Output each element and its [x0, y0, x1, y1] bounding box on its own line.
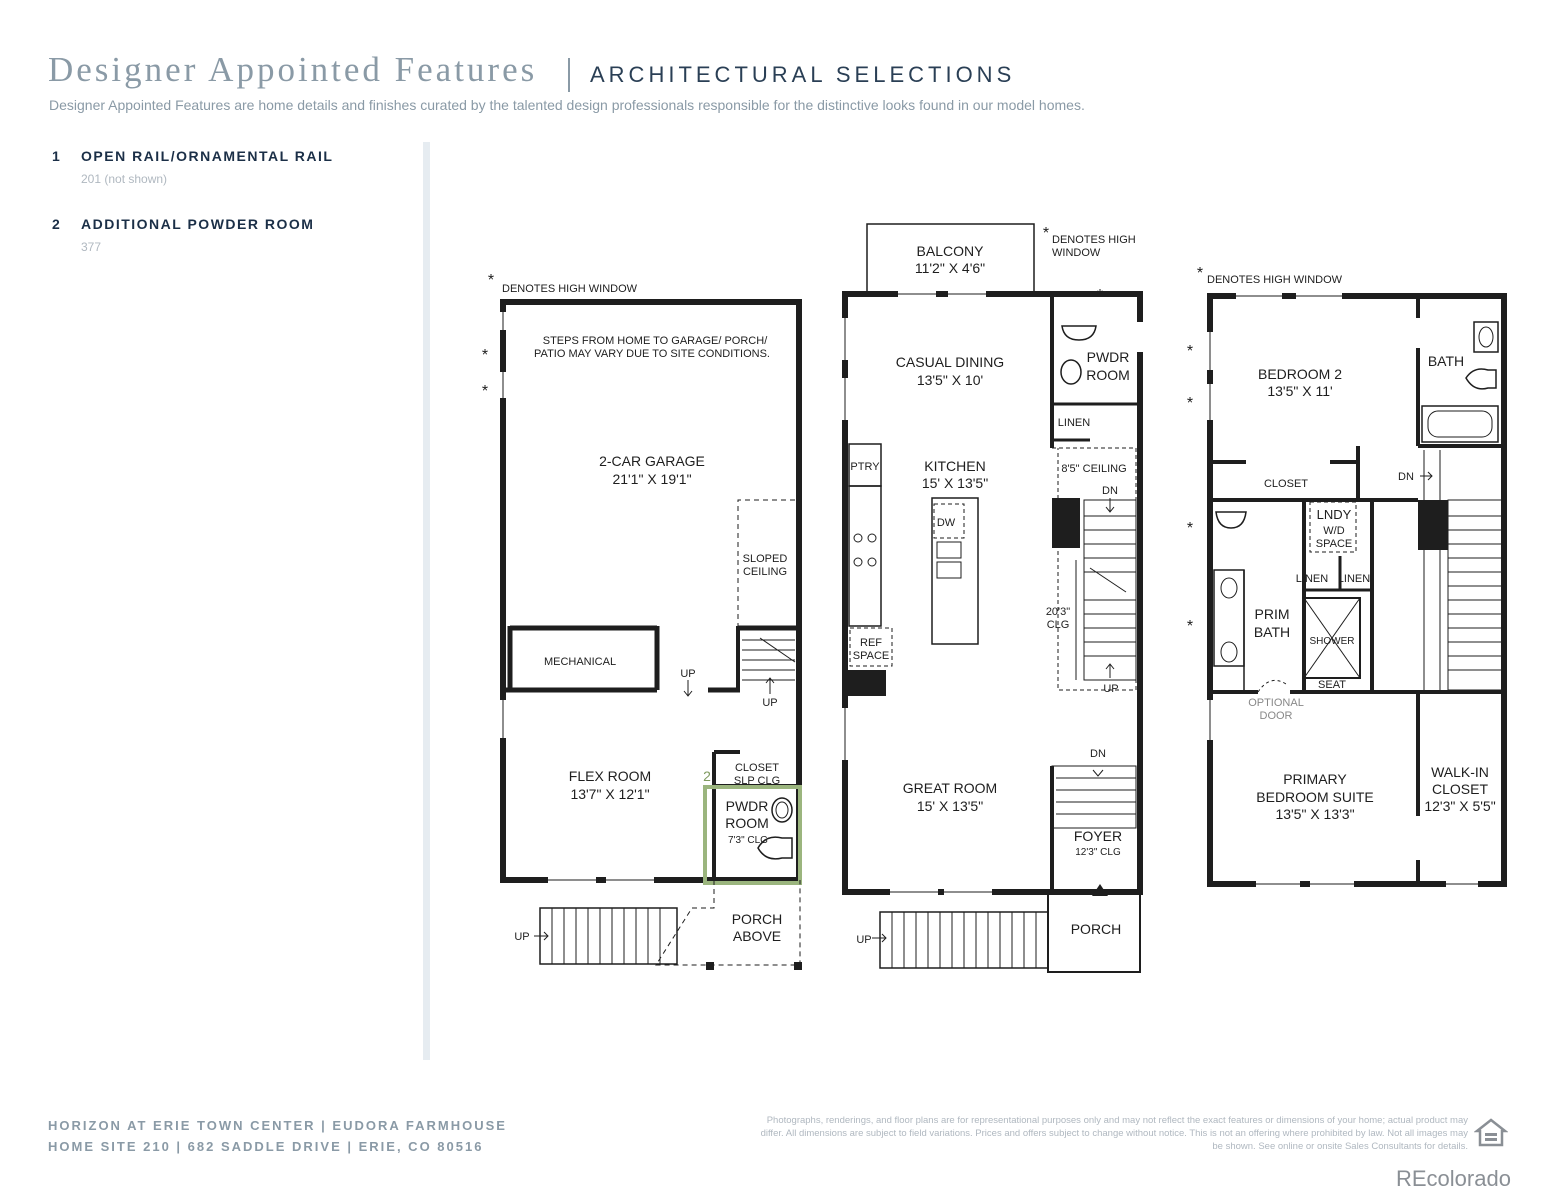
room-dims: 11'2" X 4'6" — [914, 260, 986, 276]
high-window-note: DENOTES HIGH WINDOW — [1207, 274, 1343, 286]
feature-number: 2 — [52, 216, 60, 232]
room-name: PRIM — [1254, 606, 1290, 622]
room-label: LINEN — [1295, 573, 1329, 585]
room-label: PTRY — [850, 461, 880, 473]
high-window-asterisk: * — [481, 383, 489, 400]
high-window-asterisk: * — [1042, 225, 1050, 242]
high-window-asterisk: * — [1186, 520, 1194, 537]
room-dims: 13'7" X 12'1" — [570, 786, 650, 802]
room-name: BATH — [1253, 624, 1291, 640]
room-label: SEAT — [1318, 679, 1346, 691]
room-label: SLP CLG — [733, 775, 781, 787]
brand-watermark: REcolorado — [1396, 1166, 1511, 1191]
high-window-asterisk: * — [1186, 343, 1194, 360]
room-name: PWDR — [1086, 349, 1130, 365]
appliance-label: REF — [860, 637, 882, 649]
room-label: 20'3" — [1045, 606, 1071, 618]
appliance-label: SPACE — [852, 650, 890, 662]
feature-code: 201 (not shown) — [81, 172, 168, 186]
feature-name: OPEN RAIL/ORNAMENTAL RAIL — [81, 148, 334, 164]
high-window-asterisk: * — [481, 347, 489, 364]
high-window-asterisk: * — [1186, 618, 1194, 635]
room-label: 8'5" CEILING — [1061, 463, 1127, 475]
room-name: ABOVE — [732, 928, 782, 944]
room-name: PORCH — [1070, 921, 1122, 937]
stair-label: DN — [1090, 748, 1106, 760]
feature-number: 1 — [52, 148, 60, 164]
room-label: SPACE — [1315, 538, 1353, 550]
room-name: ROOM — [725, 815, 769, 831]
room-dims: 15' X 13'5" — [916, 798, 984, 814]
room-name: PRIMARY — [1283, 771, 1347, 787]
stair-label: UP — [1103, 683, 1119, 695]
community-line: HORIZON AT ERIE TOWN CENTER | EUDORA FARMHOUSE — [48, 1118, 507, 1133]
room-label: W/D — [1323, 525, 1345, 537]
stair-label: DN — [1398, 471, 1414, 483]
room-label: SLOPED — [742, 553, 788, 565]
high-window-asterisk: * — [1186, 395, 1194, 412]
room-dims: 13'5" X 11' — [1267, 383, 1333, 399]
intro-text: Designer Appointed Features are home details and finishes curated by the talented design professionals responsible for the distinctive looks found in our model homes. — [49, 97, 1085, 113]
stair-label: UP — [762, 697, 778, 709]
room-name: ROOM — [1086, 367, 1130, 383]
room-dims: 13'5" X 13'3" — [1275, 806, 1355, 822]
room-name: KITCHEN — [924, 458, 986, 474]
steps-note: PATIO MAY VARY DUE TO SITE CONDITIONS. — [534, 348, 770, 360]
steps-note: STEPS FROM HOME TO GARAGE/ PORCH/ — [542, 335, 768, 347]
room-label: CLG — [1046, 619, 1070, 631]
room-name: BEDROOM SUITE — [1256, 789, 1374, 805]
room-name: WALK-IN — [1431, 764, 1489, 780]
room-name: PWDR — [725, 798, 769, 814]
high-window-asterisk: * — [1196, 265, 1204, 282]
feature-code: 377 — [81, 240, 102, 254]
room-dims: 15' X 13'5" — [921, 475, 989, 491]
disclaimer-text: Photographs, renderings, and floor plans are for representational purposes only and may not reflect the exact features or dimensions of your home; actual product may differ. All dimensions are subject to field variations. Prices and offers subject to change without notice. This is not an offering where prohibited by law. Not all images may be shown. See online or onsite Sales Consultants for details. — [760, 1115, 1468, 1152]
room-label: LINEN — [1057, 417, 1091, 429]
stair-label: UP — [680, 668, 696, 680]
ground-floor-plan — [503, 302, 802, 970]
high-window-note: DENOTES HIGH WINDOW — [502, 283, 638, 295]
room-label: OPTIONAL — [1248, 697, 1304, 709]
stair-label: UP — [514, 931, 530, 943]
room-name: BATH — [1427, 353, 1465, 369]
room-name: GREAT ROOM — [902, 780, 998, 796]
room-label: LINEN — [1337, 573, 1371, 585]
option-marker: 2 — [703, 768, 711, 784]
room-name: FLEX ROOM — [568, 768, 652, 784]
equal-housing-icon — [1474, 1117, 1508, 1151]
high-window-asterisk: * — [1096, 287, 1104, 304]
room-dims: 12'3" X 5'5" — [1424, 798, 1496, 814]
room-label: LNDY — [1316, 507, 1352, 522]
room-name: PORCH — [731, 911, 783, 927]
room-name: CLOSET — [1431, 781, 1489, 797]
room-name: 2-CAR GARAGE — [599, 453, 705, 469]
room-label: DOOR — [1259, 710, 1293, 722]
room-label: CEILING — [742, 566, 788, 578]
address-line: HOME SITE 210 | 682 SADDLE DRIVE | ERIE, CO 80516 — [48, 1139, 484, 1154]
room-name: BALCONY — [916, 243, 984, 259]
feature-name: ADDITIONAL POWDER ROOM — [81, 216, 315, 232]
page-title: Designer Appointed Features — [48, 50, 538, 89]
high-window-asterisk: * — [487, 272, 495, 289]
room-label: CLOSET — [1263, 478, 1309, 490]
high-window-note: WINDOW — [1052, 247, 1101, 259]
room-name: BEDROOM 2 — [1257, 366, 1343, 382]
room-label: 7'3" CLG — [728, 835, 768, 846]
high-window-note: DENOTES HIGH — [1052, 234, 1136, 246]
room-label: CLOSET — [734, 762, 780, 774]
room-label: SHOWER — [1309, 636, 1355, 647]
room-dims: 21'1" X 19'1" — [612, 471, 692, 487]
room-name: MECHANICAL — [543, 656, 617, 668]
stair-label: UP — [856, 934, 872, 946]
room-name: FOYER — [1073, 828, 1123, 844]
page-subtitle: ARCHITECTURAL SELECTIONS — [590, 62, 1016, 87]
stair-label: DN — [1102, 485, 1118, 497]
appliance-label: DW — [936, 517, 956, 529]
room-dims: 13'5" X 10' — [916, 372, 984, 388]
main-floor-plan — [845, 224, 1140, 972]
room-label: 12'3" CLG — [1075, 847, 1121, 858]
room-name: CASUAL DINING — [895, 354, 1005, 370]
